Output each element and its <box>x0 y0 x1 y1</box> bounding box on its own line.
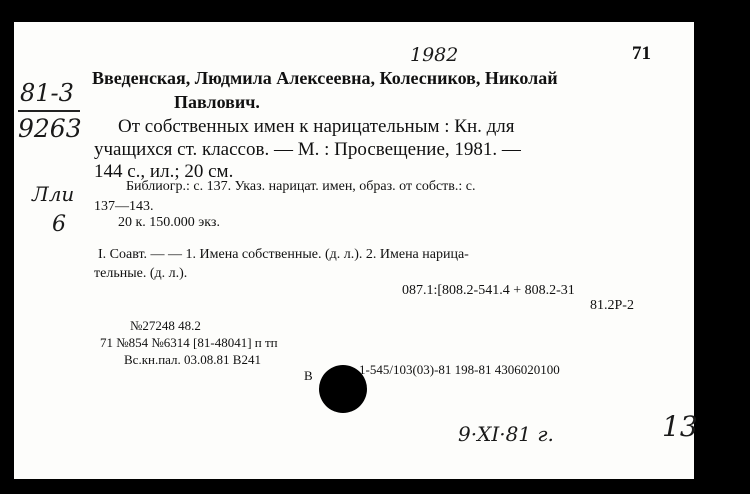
handwritten-shelf-bottom: 9263 <box>18 114 82 143</box>
card-authors-continued: Павлович. <box>174 92 260 112</box>
card-technical-line-2: 71 №854 №6314 [81-48041] п тп <box>100 335 278 350</box>
card-authors: Введенская, Людмила Алексеевна, Колесников, Николай <box>92 68 558 88</box>
catalog-card <box>14 22 698 479</box>
card-price-line: 20 к. 150.000 экз. <box>118 215 220 230</box>
card-classification-line-2: 81.2Р-2 <box>590 298 634 313</box>
handwritten-shelf-top: 81-3 <box>20 79 74 107</box>
card-title-line-1: От собственных имен к нарицательным : Кн. для <box>118 116 515 137</box>
shelf-mark-divider <box>18 110 80 112</box>
handwritten-corner-mark: 13 <box>662 410 698 443</box>
card-title-line-3: 144 с., ил.; 20 см. <box>94 161 234 182</box>
card-technical-line-3: Вс.кн.пал. 03.08.81 В241 <box>124 352 261 367</box>
card-tracings-line-2: тельные. (д. л.). <box>94 266 188 281</box>
card-note-line-2: 137—143. <box>94 199 154 214</box>
handwritten-date-note: 9·XI·81 г. <box>458 422 554 446</box>
card-code-line-prefix: В <box>304 368 313 383</box>
card-classification-line-1: 087.1:[808.2-541.4 + 808.2-31 <box>402 283 575 298</box>
handwritten-side-mark-2: 6 <box>52 212 66 237</box>
handwritten-year: 1982 <box>410 44 459 66</box>
card-technical-line-1: №27248 48.2 <box>130 318 201 333</box>
card-title-line-2: учащихся ст. классов. — М. : Просвещение, 1981. — <box>94 139 521 160</box>
card-number: 71 <box>632 43 651 64</box>
card-code-line: 1-545/103(03)-81 198-81 4306020100 <box>359 362 560 377</box>
card-tracings-line-1: I. Соавт. — — 1. Имена собственные. (д. л.). 2. Имена нарица- <box>98 247 469 262</box>
punched-hole <box>319 365 367 413</box>
card-note-line-1: Библиогр.: с. 137. Указ. нарицат. имен, образ. от собств.: с. <box>126 179 476 194</box>
handwritten-side-mark-1: Лли <box>32 182 75 206</box>
